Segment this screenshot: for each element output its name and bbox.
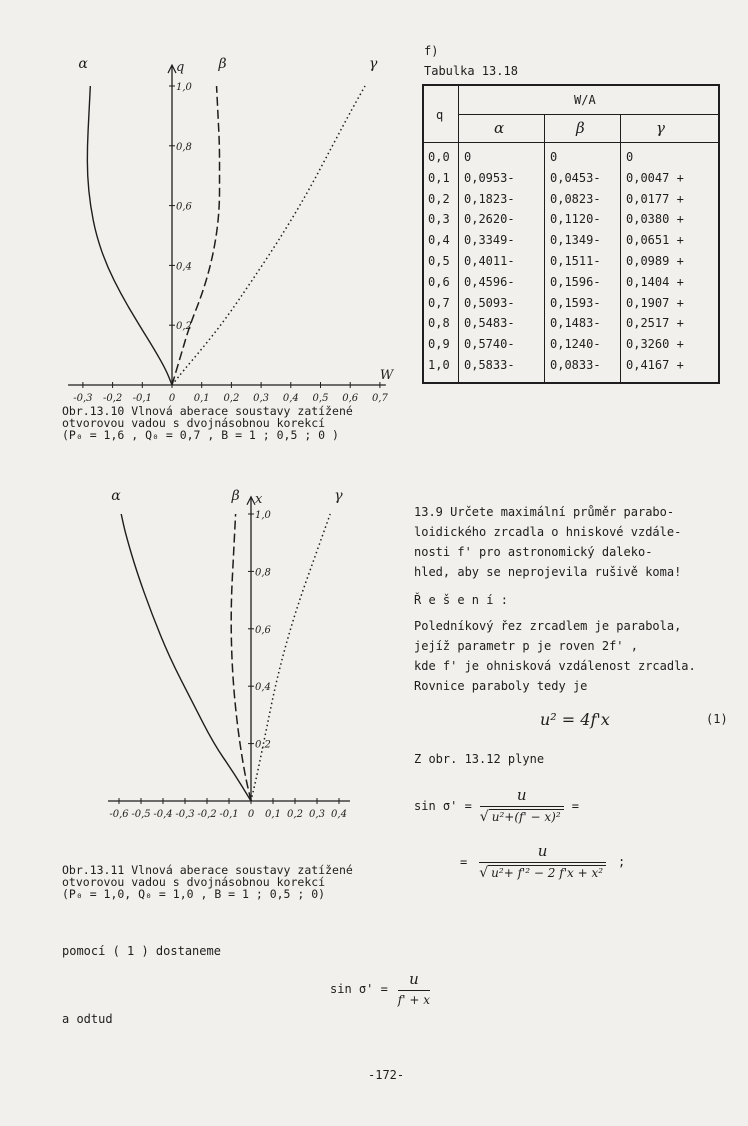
problem-line: loidického zrcadla o hniskové vzdále- [414,525,682,539]
table-cell: 0,0953- [464,170,515,185]
fig2-x-tick-label: -0,4 [153,809,173,820]
table-cell: 0,0833- [550,358,601,372]
table-cell: 0,0380 + [626,212,684,227]
table-label-f: f) [424,44,439,58]
pomoci-text: pomocí ( 1 ) dostaneme [62,944,221,958]
fig2-labels [109,488,347,820]
fraction-2-denominator: u²+ f'² − 2 f'x + x² [488,865,606,880]
problem-line: nosti f' pro astronomický daleko- [414,545,653,559]
table-cell: 1,0 [428,358,450,372]
table-vline-3 [620,114,621,382]
fig1-x-tick-label: 0,4 [282,393,299,403]
fraction-3 [398,970,430,1007]
table-cell: 0,1593- [550,295,601,310]
fig1-x-axis-label: W [379,368,394,383]
fig1-y-tick-label: 0,4 [176,261,192,273]
table-cell: 0,0823- [550,191,601,206]
table-cell: 0,2620- [464,212,515,227]
table-subheader-alpha: α [494,119,505,137]
table-cell: 0,4011- [464,254,515,268]
table-cell: 0,1483- [550,316,601,331]
fig1-axes [68,65,386,388]
table-vline-1 [458,86,459,382]
fig1-caption-line2: otvorovou vadou s dvojnásobnou korekcí [62,416,326,430]
solution-line: kde f' je ohnisková vzdálenost zrcadla. [414,659,696,673]
fig1-x-tick-label: -0,1 [132,393,152,403]
table-cell: 0,1596- [550,274,601,289]
fraction-1-denominator: u²+(f' − x)² [489,809,564,824]
table-cell: 0,0047 + [626,170,684,185]
fig2-x-tick-label: -0,2 [197,809,217,820]
table-cell: 0,5 [428,254,450,268]
fig2-x-tick-label: 0 [247,809,255,820]
fig2-x-tick-label: -0,3 [175,809,195,820]
equation-sin-1 [414,786,579,825]
fraction-1 [480,786,564,825]
fig1-x-tick-label: 0,1 [193,393,210,403]
table-cell: 0,1907 + [626,295,684,310]
fig2-y-tick-label: 0,4 [255,682,271,694]
fraction-2 [479,842,606,881]
fig1-x-tick-label: 0,6 [342,393,359,403]
fig2-x-tick-label: 0,3 [309,809,325,820]
figure-13-10 [55,38,410,403]
table-box [422,84,720,384]
equation-1-number: (1) [706,712,728,726]
fig1-series-label: β [218,56,227,72]
figure-13-11 [55,485,400,870]
sin-lhs: sin σ' = [414,798,472,813]
fig2-y-tick-label: 0,6 [255,624,271,636]
sin-lhs-2: sin σ' = [330,981,388,996]
fig1-x-tick-label: -0,2 [102,393,123,403]
fig2-y-tick-label: 1,0 [255,510,271,521]
eq-tail-2: ; [618,854,626,869]
table-cell: 0,9 [428,337,450,352]
fig1-y-tick-label: 0,6 [176,201,192,213]
table-cell: 0,0651 + [626,233,684,248]
table-cell: 0,0989 + [626,254,684,268]
fig2-series-label: α [111,488,121,504]
table-cell: 0,1120- [550,212,601,227]
fig1-series-label: γ [369,56,378,72]
page-number: -172- [368,1068,405,1082]
fig1-y-tick-label: 1,0 [176,82,192,93]
fig2-series-label: β [231,488,240,504]
fig1-x-tick-label: 0,2 [223,393,240,403]
table-cell: 0,4 [428,233,450,248]
table-cell: 0 [464,150,472,164]
fig2-series-dashed-line [231,514,251,801]
sqrt-icon: √ [479,809,489,825]
equation-sin-2 [460,842,625,881]
odtud-text: a odtud [62,1012,113,1026]
table-cell: 0 [550,150,558,164]
table-subheader-beta: β [576,119,585,137]
fig2-x-tick-label: 0,2 [287,809,303,820]
fraction-3-denominator: f' + x [397,993,430,1007]
table-cell: 0,3349- [464,233,515,248]
fig1-x-tick-label: 0,5 [312,393,329,403]
table-cell: 0,0 [428,150,450,164]
fraction-2-numerator: u [479,842,606,863]
fig2-y-tick-label: 0,2 [255,739,271,751]
solution-line: Poledníkový řez zrcadlem je parabola, [414,619,682,633]
table-cell: 0,4596- [464,274,515,289]
fig2-caption-line3: (P₀ = 1,0, Q₀ = 1,0 , B = 1 ; 0,5 ; 0) [62,887,326,901]
fig1-y-tick-label: 0,8 [176,141,192,153]
equation-1: u² = 4f'x [540,710,610,729]
solution-text [414,616,748,696]
fig1-x-tick-label: 0 [168,393,176,403]
fig1-x-tick-label: 0,3 [253,393,270,403]
table-cell: 0,3260 + [626,337,684,352]
table-cell: 0,8 [428,316,450,331]
fig1-series-dotted-line [172,86,365,385]
table-hline-1 [458,114,718,115]
fig1-caption [62,405,353,441]
table-cell: 0,4167 + [626,358,684,372]
table-cell: 0,2517 + [626,316,684,331]
fraction-1-numerator: u [480,786,564,807]
table-cell: 0,5833- [464,358,515,372]
table-header-wa: W/A [574,93,596,107]
fraction-3-numerator: u [398,970,430,991]
table-cell: 0,7 [428,295,450,310]
fig2-x-tick-label: -0,6 [109,809,129,820]
fig1-series-solid-line [87,86,172,385]
table-title: Tabulka 13.18 [424,64,518,78]
fig2-curves [121,514,330,801]
table-cell: 0 [626,150,634,164]
fig2-caption-line1: Obr.13.11 Vlnová aberace soustavy zatížené [62,863,353,877]
table-vline-2 [544,114,545,382]
fig1-curves [87,86,365,385]
sqrt-icon: √ [479,865,489,881]
table-subheader-gamma: γ [656,119,665,137]
fig1-series-label: α [78,56,88,72]
fig2-x-tick-label: 0,4 [331,809,347,820]
fig1-caption-line3: (P₀ = 1,6 , Q₀ = 0,7 , B = 1 ; 0,5 ; 0 ) [62,428,339,442]
table-cell: 0,3 [428,212,450,227]
table-cell: 0,6 [428,274,450,289]
fig2-caption-line2: otvorovou vadou s dvojnásobnou korekcí [62,875,326,889]
eq-tail-1: = [571,798,579,813]
fig1-y-tick-label: 0,2 [176,321,192,333]
eq-equals: = [460,854,468,869]
fig2-axes [108,497,350,804]
solution-line: Rovnice paraboly tedy je [414,679,588,693]
table-cell: 0,1 [428,170,450,185]
fig2-caption [62,864,353,900]
fig1-labels [73,56,395,403]
table-cell: 0,1349- [550,233,601,248]
from-figure-text: Z obr. 13.12 plyne [414,752,545,766]
table-cell: 0,5093- [464,295,515,310]
fig2-x-tick-label: -0,1 [219,809,239,820]
table-cell: 0,0177 + [626,191,684,206]
equation-sin-3 [330,970,430,1007]
table-header-q: q [436,108,444,122]
fig1-x-tick-label: 0,7 [371,393,388,403]
fig2-y-axis-label: x [255,491,263,507]
fig2-series-dotted-line [251,514,330,801]
table-cell: 0,5483- [464,316,515,331]
fig2-series-label: γ [334,488,343,504]
problem-statement [414,502,744,582]
fig1-y-axis-label: q [176,60,185,76]
table-cell: 0,5740- [464,337,515,352]
table-hline-2 [424,142,718,143]
fig2-x-tick-label: 0,1 [265,809,281,820]
table-cell: 0,2 [428,191,450,206]
problem-line: 13.9 Určete maximální průměr parabo- [414,505,675,519]
table-cell: 0,1511- [550,254,601,268]
solution-line: jejíž parametr p je roven 2f' , [414,639,638,653]
fig1-series-dashed-line [172,86,220,385]
fig1-x-tick-label: -0,3 [73,393,93,403]
table-cell: 0,1404 + [626,274,684,289]
solution-heading: Ř e š e n í : [414,593,508,607]
table-cell: 0,1823- [464,191,515,206]
fig2-y-tick-label: 0,8 [255,567,271,579]
table-cell: 0,1240- [550,337,601,352]
fig1-caption-line1: Obr.13.10 Vlnová aberace soustavy zatížené [62,404,353,418]
problem-line: hled, aby se neprojevila rušivě koma! [414,565,682,579]
table-cell: 0,0453- [550,170,601,185]
fig2-x-tick-label: -0,5 [131,809,151,820]
